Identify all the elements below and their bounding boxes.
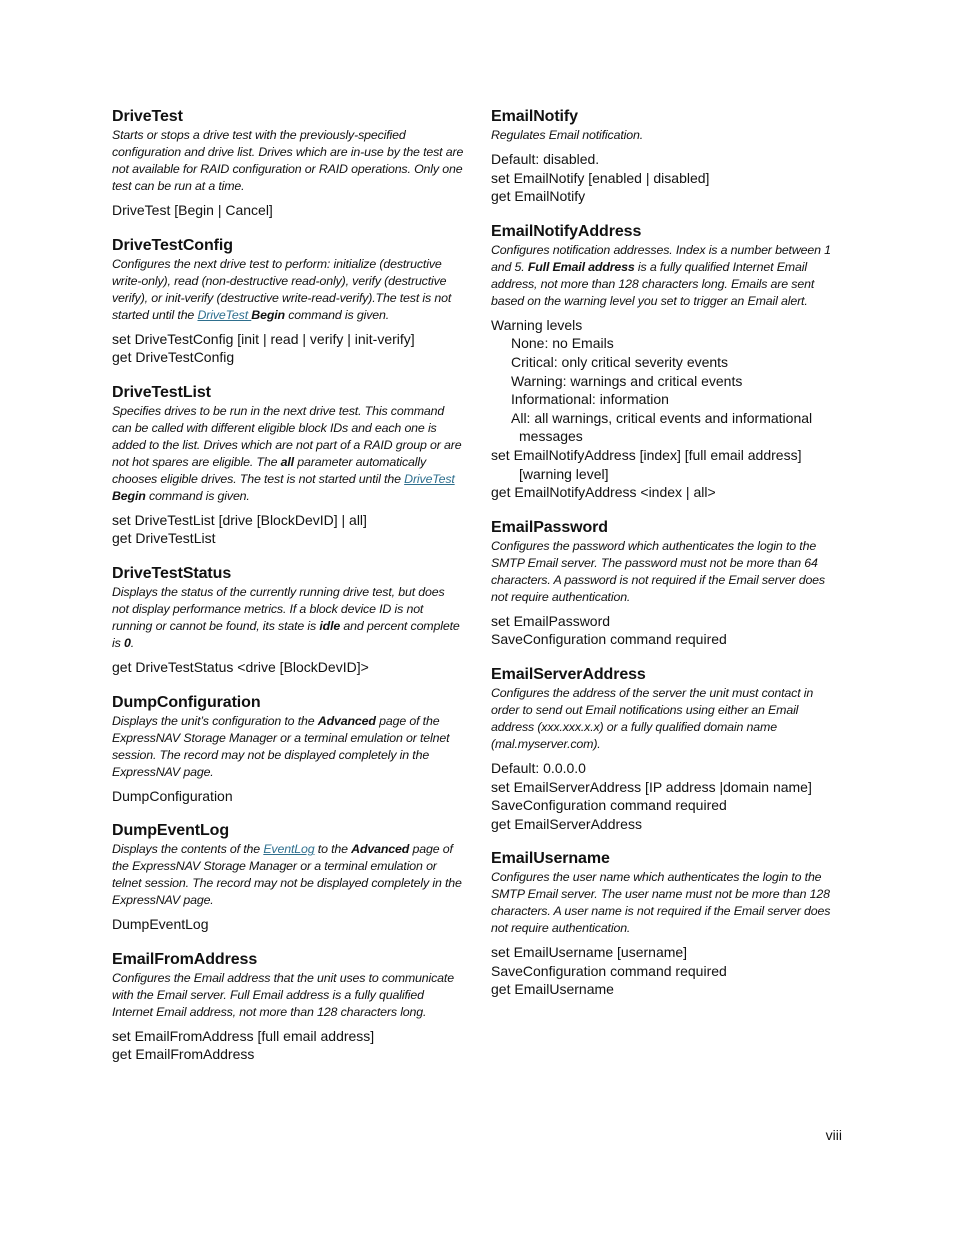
desc-text: page of the ExpressNAV Storage Manager or a terminal emulation or telnet session. The record may not be displayed completely in the ExpressNAV page. xyxy=(112,713,450,779)
warning-level-item: Informational: information xyxy=(511,391,669,408)
entry-dumpconfiguration xyxy=(112,692,464,806)
entry-dumpeventlog xyxy=(112,820,464,934)
entry-description: Starts or stops a drive test with the previously-specified configuration and drive list. Drives which are in-use by the test are not available for RAID configuration or RAID operations. Only one test can be run at a time. xyxy=(112,128,464,193)
entry-title: EmailNotifyAddress xyxy=(491,222,642,240)
desc-bold: 0 xyxy=(123,635,131,650)
page-number: viii xyxy=(825,1127,842,1143)
warning-level-item-continued: messages xyxy=(519,428,583,445)
command-line: set EmailFromAddress [full email address] xyxy=(112,1027,375,1044)
command-line: get EmailServerAddress xyxy=(491,815,642,832)
command-line: get EmailNotifyAddress <index | all> xyxy=(491,484,716,501)
desc-text: Specifies drives to be run in the next drive test. This command can be called with different eligible block IDs and each one is added to the list. Drives which are not part of a RAID group or are not hot spares are eligible. The xyxy=(112,403,462,469)
desc-text: Configures the next drive test to perform: initialize (destructive write-only), read (non-destructive read-only), verify (destructive verify), or init-verify (destructive write-read-verify).The test is not started until the xyxy=(112,256,452,322)
entry-title: DriveTestStatus xyxy=(112,564,232,582)
entry-drivetestconfig xyxy=(112,235,464,367)
entry-title: DumpEventLog xyxy=(112,822,230,840)
command-line: set EmailServerAddress [IP address |domain name] xyxy=(491,778,812,795)
desc-bold: Full Email address xyxy=(527,259,635,274)
entry-emailpassword xyxy=(491,517,843,649)
command-line: Default: disabled. xyxy=(491,151,600,167)
entry-title: EmailFromAddress xyxy=(112,950,258,968)
entry-title: DriveTestList xyxy=(112,383,211,401)
entry-description xyxy=(112,713,464,781)
warning-level-item: Critical: only critical severity events xyxy=(511,353,729,370)
entry-drivetest xyxy=(112,106,464,220)
entry-description xyxy=(112,584,464,652)
entry-emailfromaddress xyxy=(112,949,464,1064)
entry-title: DriveTest xyxy=(112,108,183,125)
entry-description xyxy=(112,403,464,505)
warning-level-item: Warning: warnings and critical events xyxy=(511,372,743,389)
command-line-continued: [warning level] xyxy=(519,465,609,482)
entry-driveteststatus xyxy=(112,563,464,677)
desc-text: command is given. xyxy=(145,488,250,503)
command-line: set EmailNotifyAddress [index] [full email address] xyxy=(491,446,802,463)
command-line: get EmailUsername xyxy=(491,981,614,998)
command-line: get DriveTestStatus <drive [BlockDevID]> xyxy=(112,658,369,675)
desc-bold: Begin xyxy=(112,488,146,503)
command-line: get EmailNotify xyxy=(491,188,586,205)
desc-text: and percent complete is xyxy=(112,618,460,650)
desc-bold: Advanced xyxy=(351,842,410,857)
desc-text: Displays the unit’s configuration to the xyxy=(112,713,318,728)
desc-text: . xyxy=(130,635,134,650)
desc-bold: Begin xyxy=(251,307,285,322)
desc-bold: all xyxy=(280,454,294,469)
command-line: DriveTest [Begin | Cancel] xyxy=(112,202,273,218)
entry-title: DumpConfiguration xyxy=(112,693,261,711)
entry-drivetestlist xyxy=(112,382,464,548)
entry-emailserveraddress xyxy=(491,664,843,833)
desc-text: to the xyxy=(314,842,352,857)
entry-description xyxy=(112,841,464,909)
drivetest-link[interactable]: DriveTest xyxy=(197,307,252,322)
command-line: set DriveTestList [drive [BlockDevID] | all] xyxy=(112,511,367,528)
warning-level-item: All: all warnings, critical events and informational xyxy=(511,409,813,426)
desc-bold: Advanced xyxy=(317,713,376,728)
command-line: DumpConfiguration xyxy=(112,787,233,804)
entry-emailnotifyaddress xyxy=(491,221,843,502)
entry-description xyxy=(491,242,843,310)
entry-title: EmailServerAddress xyxy=(491,665,646,683)
command-line: set EmailNotify [enabled | disabled] xyxy=(491,169,710,186)
command-line: set EmailPassword xyxy=(491,612,611,629)
desc-text: Configures notification addresses. Index is a number between 1 and 5. xyxy=(491,242,831,274)
command-line: SaveConfiguration command required xyxy=(491,797,727,814)
desc-text: Displays the status of the currently running drive test, but does not display performance metrics. If a block device ID is not running or cannot be found, its state is xyxy=(112,584,445,633)
drivetest-link[interactable]: DriveTest xyxy=(404,471,455,486)
command-line: SaveConfiguration command required xyxy=(491,631,727,648)
command-line: set EmailUsername [username] xyxy=(491,944,688,961)
command-line: Default: 0.0.0.0 xyxy=(491,759,586,776)
command-line: get DriveTestConfig xyxy=(112,349,235,366)
warning-levels-heading: Warning levels xyxy=(491,316,583,333)
entry-title: EmailUsername xyxy=(491,850,610,868)
entry-description: Configures the user name which authenticates the login to the SMTP Email server. The user name must not be more than 128 characters. A user name is not required if the Email server does not require authentication. xyxy=(491,870,831,936)
desc-text: command is given. xyxy=(284,307,390,322)
warning-level-item: None: no Emails xyxy=(511,335,614,352)
command-line: DumpEventLog xyxy=(112,916,209,933)
entry-emailusername xyxy=(491,848,843,999)
command-line: get EmailFromAddress xyxy=(112,1046,255,1063)
eventlog-link[interactable]: EventLog xyxy=(263,842,315,857)
entry-emailnotify xyxy=(491,106,843,206)
right-column xyxy=(491,106,843,1014)
command-line: set DriveTestConfig [init | read | verify | init-verify] xyxy=(112,330,415,347)
entry-description: Configures the password which authenticates the login to the SMTP Email server. The password must not be more than 64 characters. A password is not required if the Email server does not require authentication. xyxy=(491,538,825,604)
desc-bold: idle xyxy=(319,618,341,633)
desc-text: is a fully qualified Internet Email address, not more than 128 characters long. Emails are sent based on the warning level you set to trigger an Email alert. xyxy=(491,259,815,308)
entry-title: EmailPassword xyxy=(491,518,608,536)
entry-description: Regulates Email notification. xyxy=(491,128,643,142)
entry-title: DriveTestConfig xyxy=(112,236,233,254)
left-column xyxy=(112,106,464,1079)
command-line: SaveConfiguration command required xyxy=(491,962,727,979)
entry-title: EmailNotify xyxy=(491,108,578,125)
desc-text: page of the ExpressNAV Storage Manager or a terminal emulation or telnet session. The record may not be displayed completely in the ExpressNAV page. xyxy=(112,842,462,908)
entry-description: Configures the address of the server the unit must contact in order to send out Email notifications using either an Email address (xxx.xxx.x.x) or a fully qualified domain name (mal.myserver.com). xyxy=(491,685,814,751)
command-line: get DriveTestList xyxy=(112,530,216,547)
entry-description: Configures the Email address that the unit uses to communicate with the Email server. Full Email address is a fully qualified Internet Email address, not more than 128 characters long. xyxy=(112,970,454,1019)
entry-description xyxy=(112,256,464,324)
desc-text: Displays the contents of the xyxy=(112,842,264,857)
desc-text: parameter automatically chooses eligible drives. The test is not started until the xyxy=(112,454,427,486)
